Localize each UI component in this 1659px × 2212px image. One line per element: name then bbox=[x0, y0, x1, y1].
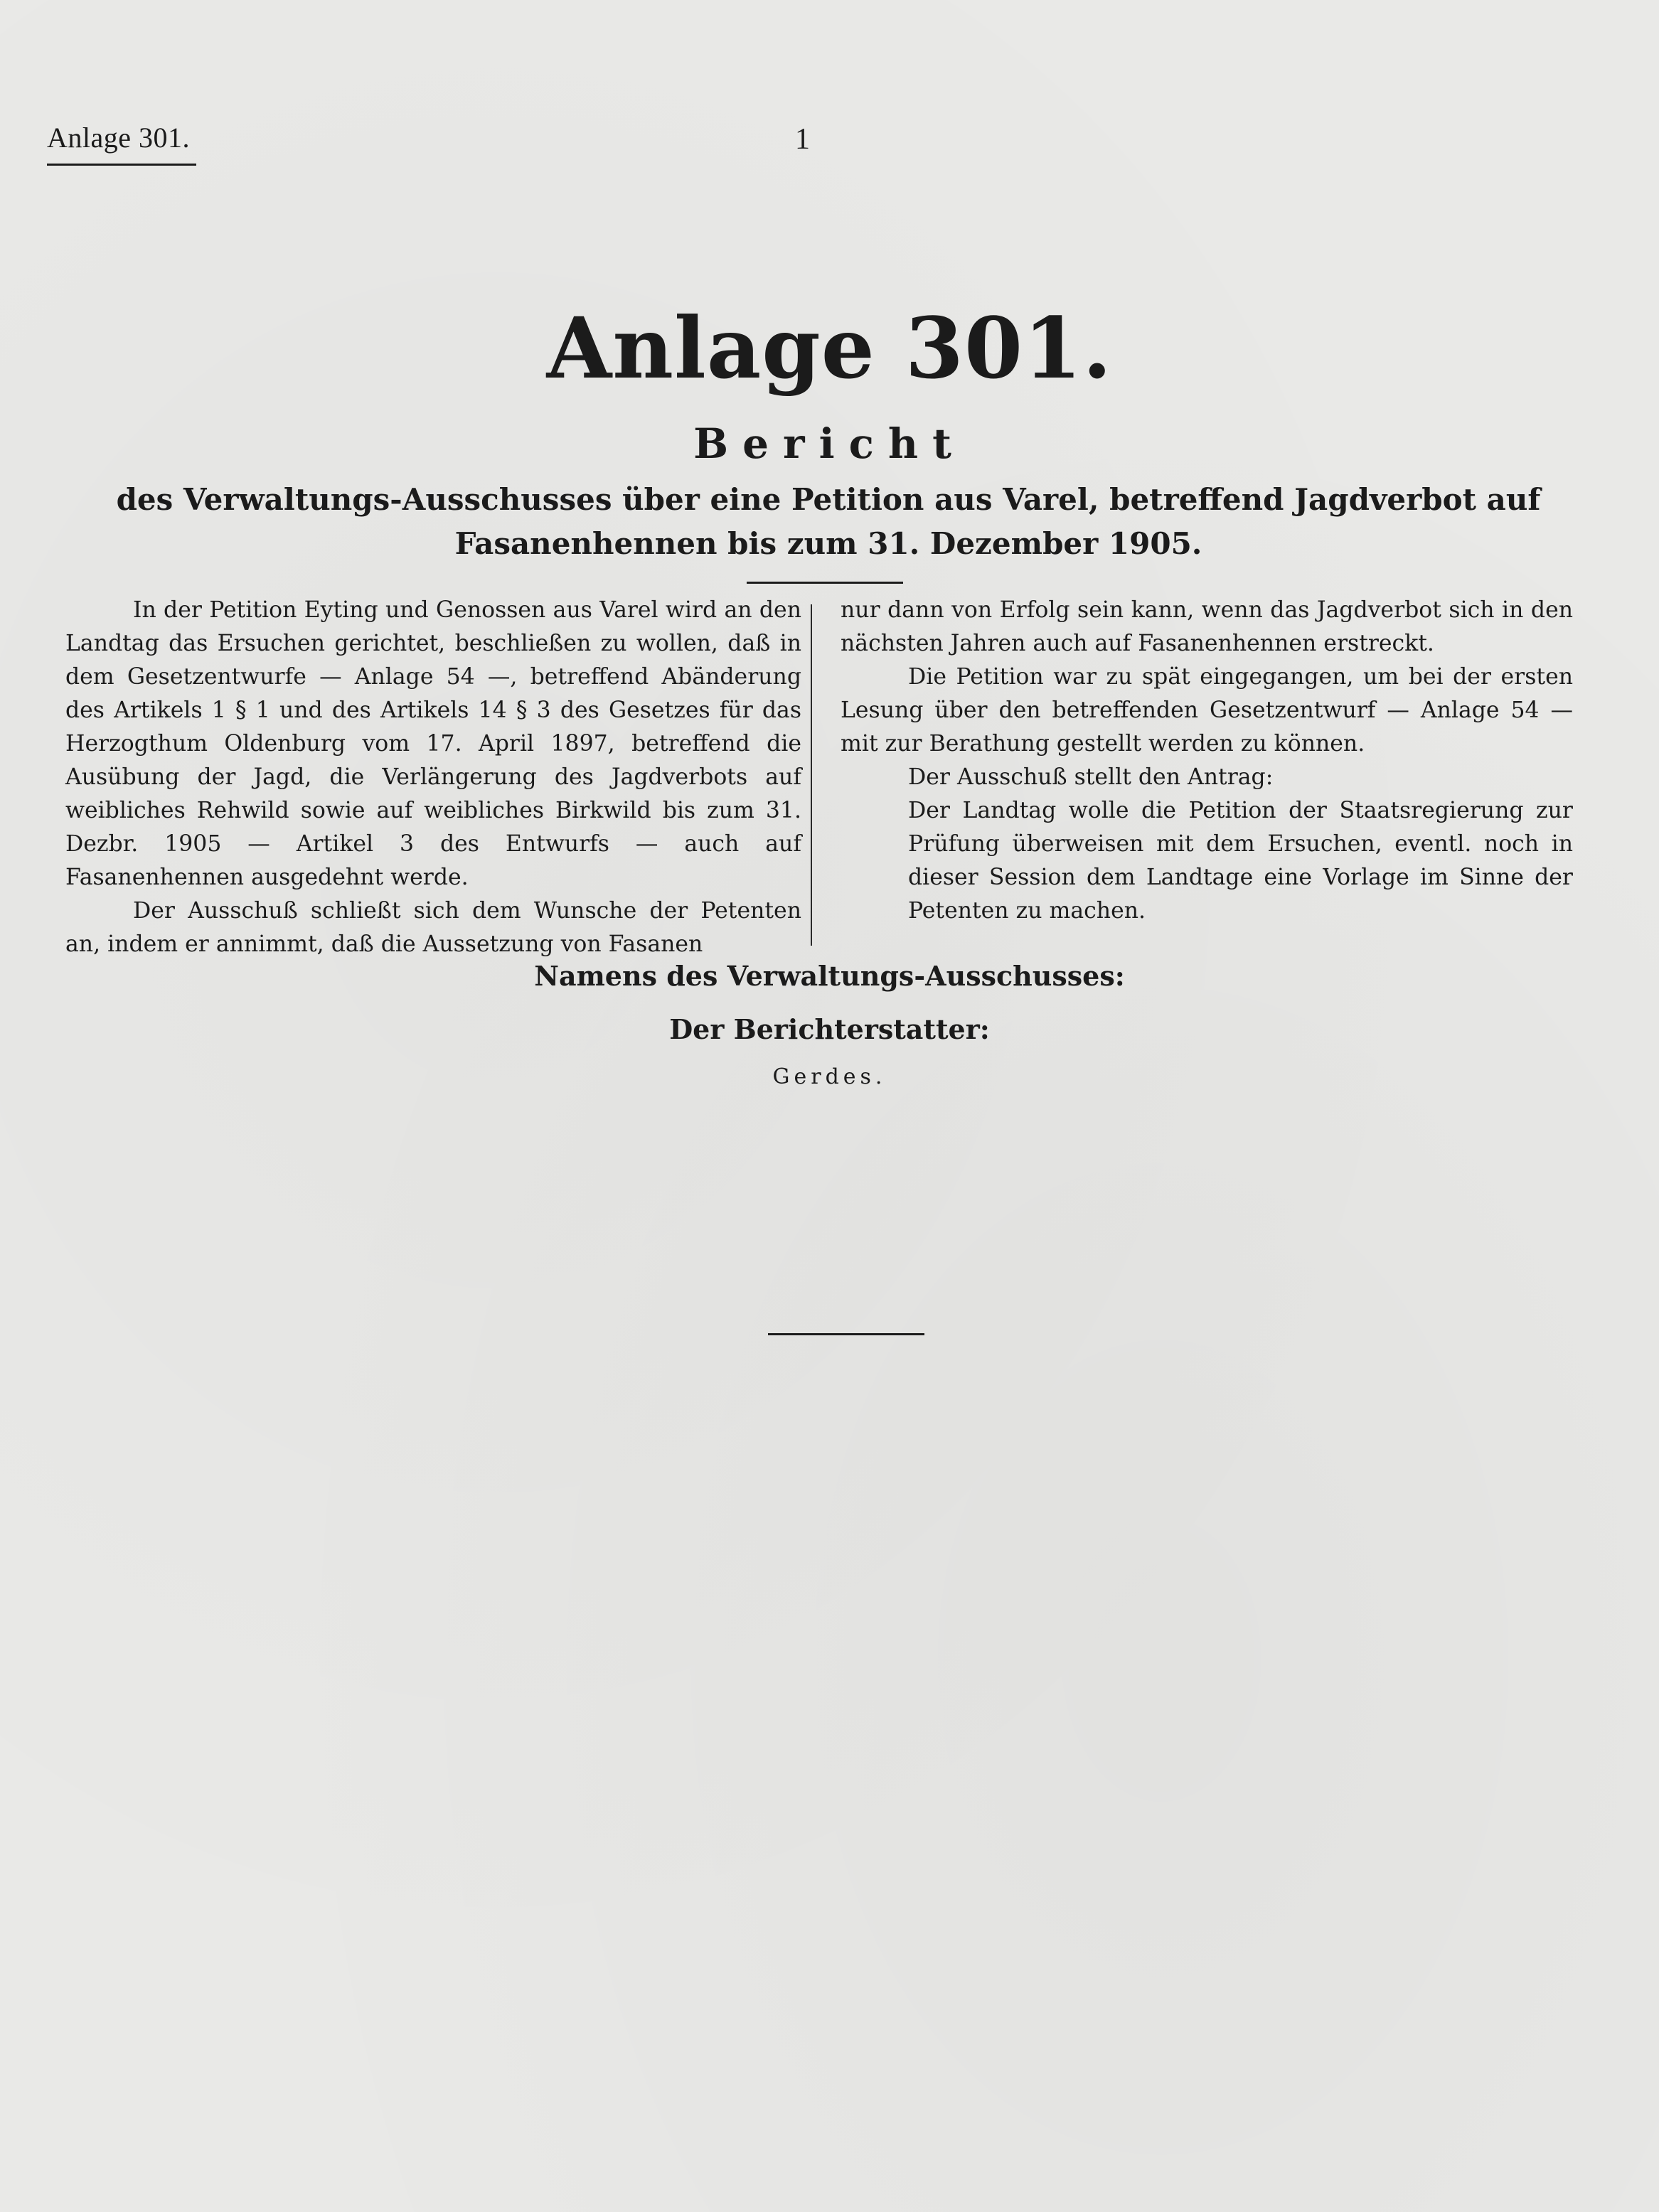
signature-role: Der Berichterstatter: bbox=[669, 1013, 990, 1045]
motion-label: Der Ausschuß stellt den Antrag: bbox=[908, 764, 1274, 790]
paragraph: In der Petition Eyting und Genossen aus Varel wird an den Landtag das Ersuchen gerichtet, beschließen zu wollen, daß in dem Gesetzentwurfe — Anlage 54 —, betreffend Abänderung des Artikels 1 § 1 und des Artikels 14 § 3 des Gesetzes für das Herzogthum Oldenburg vom 17. April 1897, betreffend die Ausübung der Jagd, die Verlängerung des Jagdverbots auf weibliches Rehwild sowie auf weibliches Birkwild bis zum 31. Dezbr. 1905 — Artikel 3 des Entwurfs — auch auf Fasanenhennen ausgedehnt werde. bbox=[65, 597, 801, 890]
paragraph: Die Petition war zu spät eingegangen, um bei der ersten Lesung über den betreffenden Gesetzentwurf — Anlage 54 — mit zur Berathung gestellt werden zu können. bbox=[841, 664, 1573, 757]
signature-committee: Namens des Verwaltungs-Ausschusses: bbox=[534, 960, 1125, 992]
column-divider bbox=[811, 604, 812, 946]
annex-title: Anlage 301. bbox=[546, 299, 1113, 397]
signature-name: Gerdes. bbox=[772, 1064, 887, 1089]
left-column bbox=[65, 594, 801, 961]
report-label: Bericht bbox=[693, 420, 966, 468]
title-divider bbox=[747, 582, 903, 584]
page-number: 1 bbox=[795, 123, 810, 156]
running-head: Anlage 301. bbox=[47, 122, 191, 154]
right-column bbox=[841, 594, 1573, 928]
paragraph: Der Ausschuß schließt sich dem Wunsche der Petenten an, indem er annimmt, daß die Aussetzung von Fasanen bbox=[65, 898, 801, 957]
motion-text: Der Landtag wolle die Petition der Staatsregierung zur Prüfung überweisen mit dem Ersuchen, eventl. noch in dieser Session dem Landtage eine Vorlage im Sinne der Petenten zu machen. bbox=[908, 798, 1573, 924]
paragraph: nur dann von Erfolg sein kann, wenn das Jagdverbot sich in den nächsten Jahren auch auf Fasanenhennen erstreckt. bbox=[841, 597, 1573, 656]
report-subject: des Verwaltungs-Ausschusses über eine Petition aus Varel, betreffend Jagdverbot auf Fasanenhennen bis zum 31. Dezember 1905. bbox=[116, 482, 1541, 561]
end-divider bbox=[768, 1333, 924, 1335]
running-head-underline bbox=[47, 164, 196, 166]
